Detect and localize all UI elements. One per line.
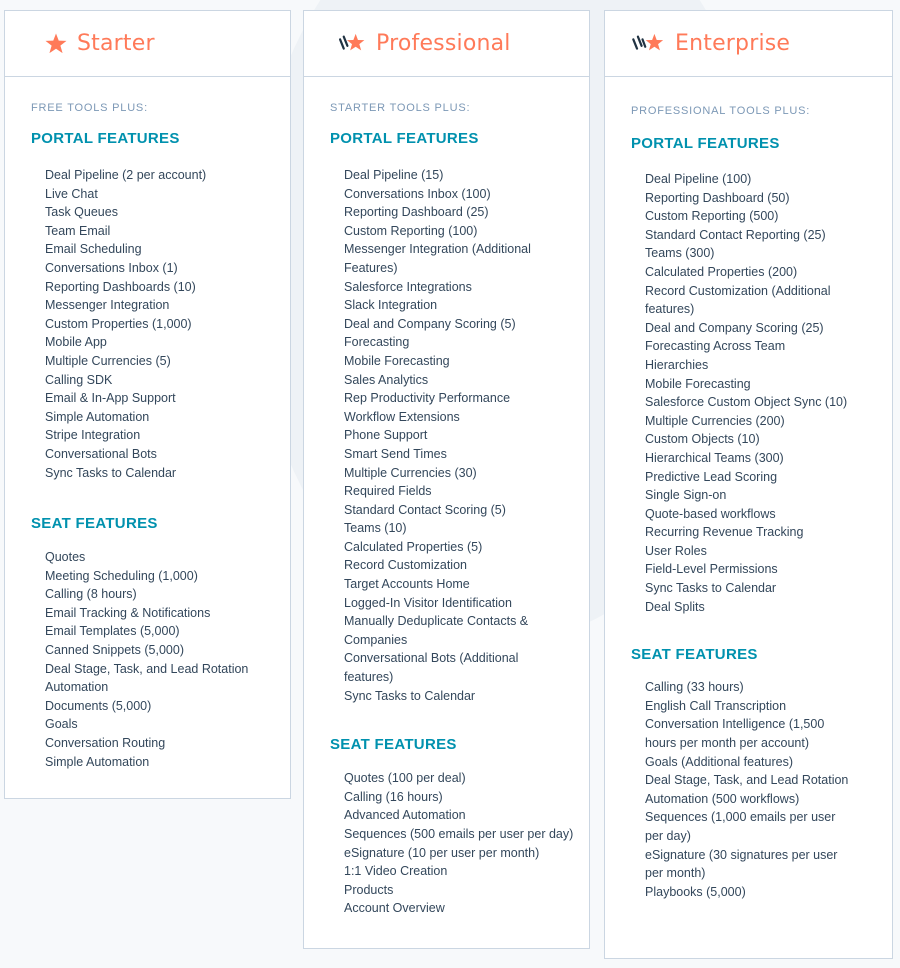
seat-feature-item: Deal Stage, Task, and Lead Rotation Automation	[45, 661, 249, 695]
portal-feature-item: Messenger Integration (Additional Features)	[344, 242, 531, 275]
portal-feature-item: Rep Productivity Performance	[344, 391, 511, 406]
seat-feature-item: Calling (33 hours)	[645, 680, 744, 695]
portal-feature-item: Reporting Dashboards (10)	[45, 279, 196, 294]
portal-feature-item: Forecasting	[344, 335, 410, 350]
portal-feature-item: Email Scheduling	[45, 242, 142, 257]
portal-feature-item: Phone Support	[344, 428, 428, 443]
plan-card-starter	[4, 10, 291, 799]
portal-feature-item: Custom Properties (1,000)	[45, 316, 192, 331]
portal-feature-item: Quote-based workflows	[645, 506, 776, 521]
portal-feature-list	[605, 170, 848, 616]
plan-header	[605, 11, 892, 77]
portal-feature-list	[5, 166, 290, 482]
portal-feature-item: Recurring Revenue Tracking	[645, 525, 804, 540]
seat-feature-list	[605, 678, 855, 901]
seat-feature-item: 1:1 Video Creation	[344, 864, 448, 879]
portal-feature-item: Email & In-App Support	[45, 391, 176, 406]
portal-feature-list	[304, 166, 544, 705]
portal-feature-item: Stripe Integration	[45, 428, 141, 443]
portal-feature-item: Record Customization (Additional features)	[645, 283, 831, 317]
plan-title: Starter	[77, 31, 155, 56]
portal-feature-item: Deal and Company Scoring (5)	[344, 316, 516, 331]
portal-feature-item: Sync Tasks to Calendar	[645, 581, 777, 596]
seat-feature-item: Conversation Intelligence (1,500 hours per month per account)	[645, 717, 825, 751]
seat-feature-item: eSignature (30 signatures per user per month)	[645, 847, 838, 881]
seat-feature-item: Email Templates (5,000)	[45, 624, 180, 639]
seat-feature-item: Goals (Additional features)	[645, 754, 793, 769]
portal-feature-item: Conversations Inbox (1)	[45, 260, 178, 275]
portal-feature-item: Teams (300)	[645, 246, 715, 261]
portal-feature-item: Mobile Forecasting	[645, 376, 751, 391]
portal-feature-item: Standard Contact Reporting (25)	[645, 227, 826, 242]
seat-feature-item: Quotes (100 per deal)	[344, 771, 466, 786]
portal-feature-item: Standard Contact Scoring (5)	[344, 502, 506, 517]
portal-feature-item: Deal Pipeline (100)	[645, 172, 752, 186]
portal-feature-item: Sync Tasks to Calendar	[45, 465, 177, 480]
portal-feature-item: Custom Objects (10)	[645, 432, 760, 447]
portal-feature-item: Field-Level Permissions	[645, 562, 778, 577]
portal-feature-item: Salesforce Integrations	[344, 279, 472, 294]
plan-title: Professional	[376, 31, 511, 56]
seat-feature-list	[5, 548, 255, 771]
plan-subhead: PROFESSIONAL TOOLS PLUS:	[631, 105, 811, 117]
plan-subhead: FREE TOOLS PLUS:	[31, 102, 148, 114]
seat-feature-item: Account Overview	[344, 901, 445, 916]
portal-feature-item: Smart Send Times	[344, 446, 447, 461]
portal-feature-item: Deal Pipeline (2 per account)	[45, 168, 207, 182]
portal-feature-item: Deal Splits	[645, 599, 705, 614]
portal-feature-item: Calling SDK	[45, 372, 113, 387]
portal-feature-item: Logged-In Visitor Identification	[344, 595, 512, 610]
portal-feature-item: Workflow Extensions	[344, 409, 460, 424]
seat-feature-item: Advanced Automation	[344, 808, 466, 823]
seat-feature-item: Calling (8 hours)	[45, 587, 137, 602]
seat-feature-item: Calling (16 hours)	[344, 789, 443, 804]
plan-header	[304, 11, 589, 77]
portal-feature-item: Simple Automation	[45, 409, 150, 424]
portal-feature-item: Conversations Inbox (100)	[344, 186, 491, 201]
portal-feature-item: Team Email	[45, 223, 111, 238]
portal-feature-item: Conversational Bots (Additional features)	[344, 651, 519, 685]
seat-feature-item: Deal Stage, Task, and Lead Rotation Automation (500 workflows)	[645, 773, 849, 806]
portal-feature-item: Target Accounts Home	[344, 577, 470, 592]
portal-feature-item: User Roles	[645, 543, 707, 558]
sprocket-star-icon	[338, 33, 366, 55]
portal-feature-item: Slack Integration	[344, 298, 438, 313]
plan-subhead: STARTER TOOLS PLUS:	[330, 102, 471, 114]
portal-feature-item: Mobile App	[45, 335, 107, 350]
seat-features-title: SEAT FEATURES	[330, 736, 457, 754]
portal-feature-item: Record Customization	[344, 558, 467, 573]
portal-feature-item: Calculated Properties (5)	[344, 539, 483, 554]
portal-feature-item: Sync Tasks to Calendar	[344, 688, 476, 703]
portal-feature-item: Conversational Bots	[45, 446, 157, 461]
portal-feature-item: Deal and Company Scoring (25)	[645, 320, 824, 335]
portal-feature-item: Multiple Currencies (5)	[45, 353, 171, 368]
portal-feature-item: Required Fields	[344, 484, 432, 499]
portal-feature-item: Forecasting Across Team Hierarchies	[645, 339, 786, 372]
portal-feature-item: Live Chat	[45, 186, 98, 201]
portal-feature-item: Deal Pipeline (15)	[344, 168, 444, 182]
seat-feature-item: Email Tracking & Notifications	[45, 605, 211, 620]
portal-feature-item: Messenger Integration	[45, 298, 170, 313]
plan-card-professional	[303, 10, 590, 949]
seat-feature-item: English Call Transcription	[645, 698, 787, 713]
seat-feature-item: Canned Snippets (5,000)	[45, 643, 184, 658]
portal-feature-item: Multiple Currencies (30)	[344, 465, 477, 480]
star-icon	[45, 33, 67, 54]
portal-feature-item: Single Sign-on	[645, 488, 727, 503]
seat-feature-item: Sequences (1,000 emails per user per day)	[645, 810, 836, 843]
seat-features-title: SEAT FEATURES	[31, 515, 158, 533]
portal-feature-item: Task Queues	[45, 205, 118, 220]
portal-feature-item: Mobile Forecasting	[344, 353, 450, 368]
portal-feature-item: Sales Analytics	[344, 372, 429, 387]
sprocket-star-icon	[631, 33, 665, 55]
seat-feature-item: Products	[344, 882, 394, 897]
seat-feature-item: Sequences (500 emails per user per day)	[344, 827, 574, 841]
portal-feature-item: Hierarchical Teams (300)	[645, 450, 784, 465]
portal-feature-item: Reporting Dashboard (50)	[645, 190, 790, 205]
portal-feature-item: Salesforce Custom Object Sync (10)	[645, 395, 848, 410]
seat-feature-item: Playbooks (5,000)	[645, 884, 746, 899]
seat-feature-list	[304, 769, 589, 918]
seat-feature-item: Meeting Scheduling (1,000)	[45, 568, 198, 583]
portal-feature-item: Manually Deduplicate Contacts & Companies	[344, 614, 529, 647]
plan-card-enterprise	[604, 10, 893, 959]
seat-feature-item: Goals	[45, 717, 78, 732]
seat-feature-item: Quotes	[45, 550, 86, 565]
portal-feature-item: Custom Reporting (100)	[344, 223, 478, 238]
seat-feature-item: Conversation Routing	[45, 736, 166, 751]
portal-feature-item: Multiple Currencies (200)	[645, 413, 785, 428]
portal-feature-item: Teams (10)	[344, 521, 407, 536]
portal-features-title: PORTAL FEATURES	[31, 130, 180, 147]
portal-features-title: PORTAL FEATURES	[631, 135, 780, 152]
seat-feature-item: eSignature (10 per user per month)	[344, 845, 540, 860]
plan-header	[5, 11, 290, 77]
seat-feature-item: Simple Automation	[45, 754, 150, 769]
portal-feature-item: Reporting Dashboard (25)	[344, 205, 489, 220]
portal-feature-item: Custom Reporting (500)	[645, 209, 779, 224]
seat-features-title: SEAT FEATURES	[631, 646, 758, 664]
portal-feature-item: Predictive Lead Scoring	[645, 469, 778, 484]
plan-title: Enterprise	[675, 31, 791, 56]
portal-features-title: PORTAL FEATURES	[330, 130, 479, 147]
seat-feature-item: Documents (5,000)	[45, 698, 152, 713]
portal-feature-item: Calculated Properties (200)	[645, 264, 798, 279]
